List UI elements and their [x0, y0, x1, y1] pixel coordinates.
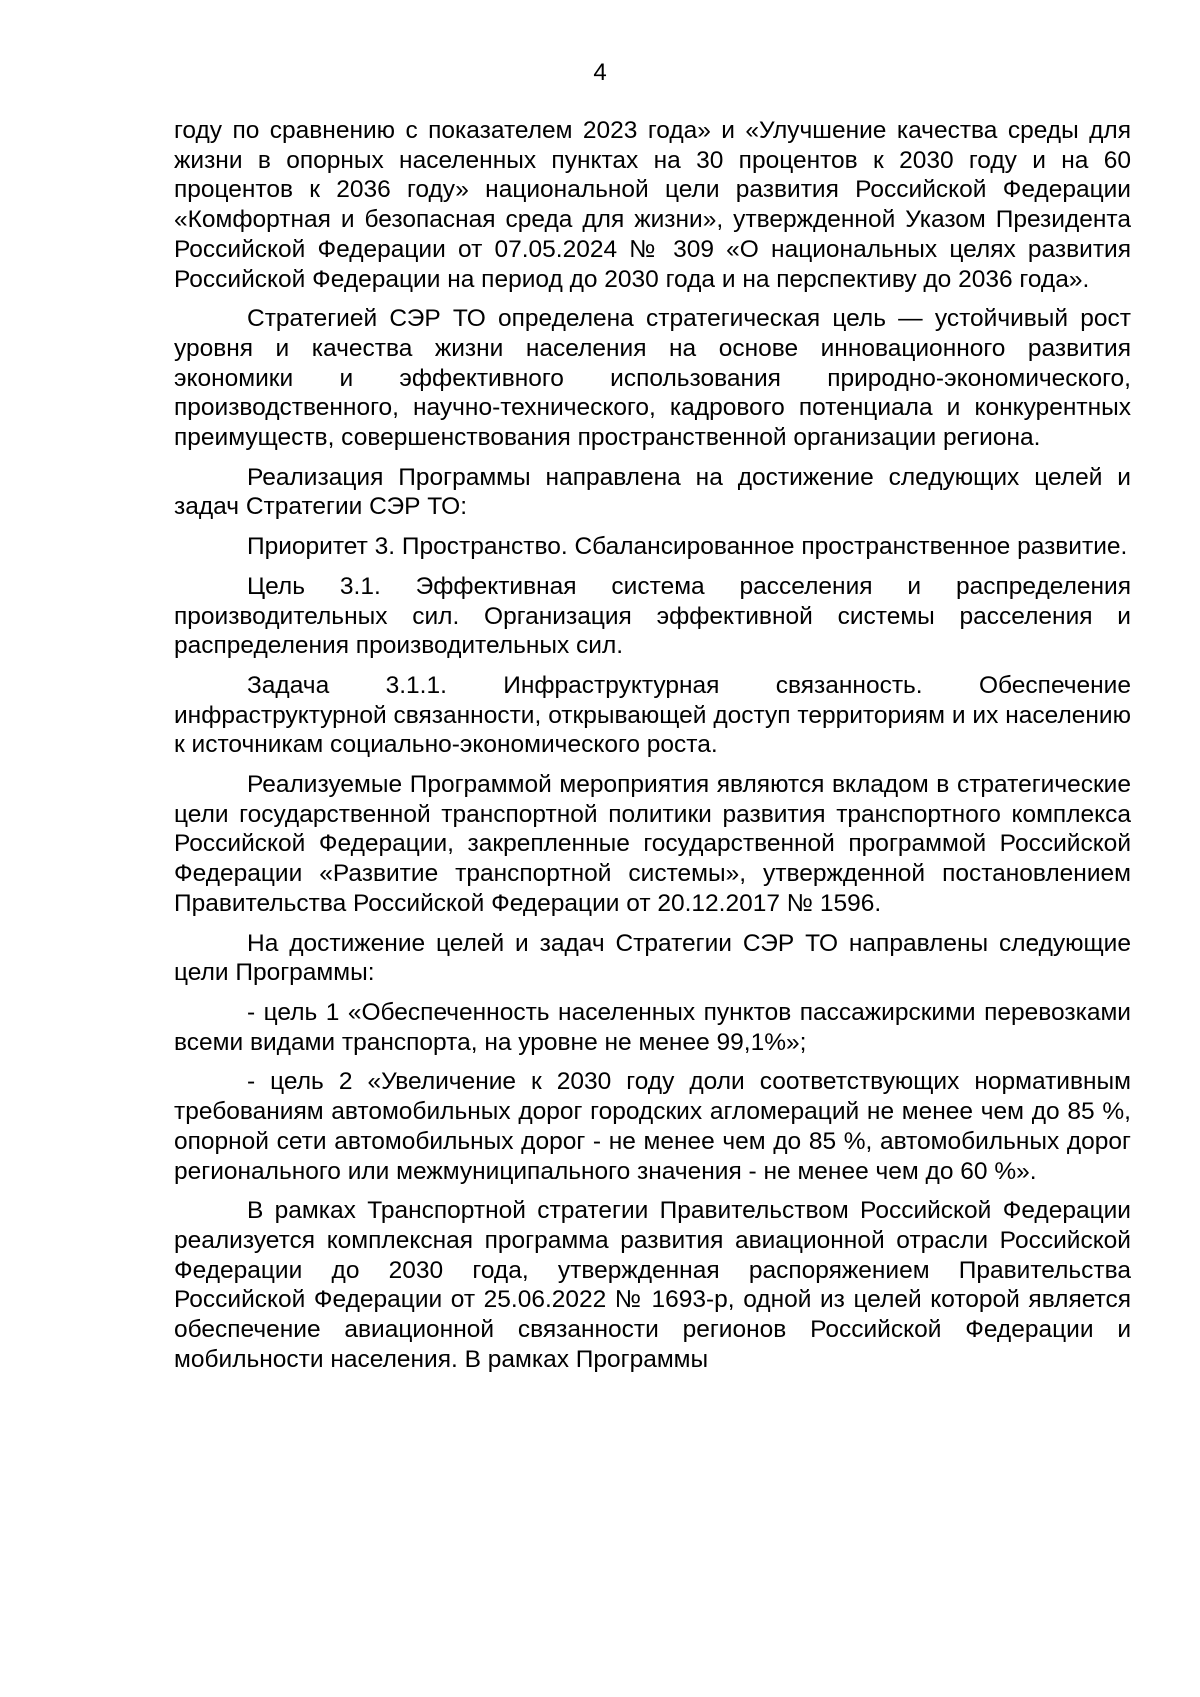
- paragraph-goal-1: - цель 1 «Обеспеченность населенных пунктов пассажирскими перевозками всеми видами транспорта, на уровне не менее 99,1%»;: [174, 998, 1131, 1056]
- paragraph-priority-3: Приоритет 3. Пространство. Сбалансированное пространственное развитие.: [247, 533, 1128, 561]
- paragraph-strategic-goal: Стратегией СЭР ТО определена стратегическая цель — устойчивый рост уровня и качества жизни населения на основе инновационного развития экономики и эффективного использования природно-экономического, производственного, научно-технического, кадрового потенциала и конкурентных преимуществ, совершенствования пространственной организации региона.: [174, 305, 1131, 452]
- paragraph-transport-strategy: В рамках Транспортной стратегии Правительством Российской Федерации реализуется комплексная программа развития авиационной отрасли Российской Федерации до 2030 года, утвержденная распоряжением Правительства Российской Федерации от 25.06.2022 № 1693-р, одной из целей которой является обеспечение авиационной связанности регионов Российской Федерации и мобильности населения. В рамках Программы: [174, 1197, 1131, 1373]
- paragraph-goal-2: - цель 2 «Увеличение к 2030 году доли соответствующих нормативным требованиям автомобильных дорог городских агломераций не менее чем до 85 %, опорной сети автомобильных дорог - не менее чем до 85 %, автомобильных дорог регионального или межмуниципального значения - не менее чем до 60 %».: [174, 1068, 1131, 1185]
- page-number: 4: [593, 59, 607, 86]
- document-body: [174, 116, 1131, 1384]
- paragraph-continuation: году по сравнению с показателем 2023 года» и «Улучшение качества среды для жизни в опорных населенных пунктах на 30 процентов к 2030 году и на 60 процентов к 2036 году» национальной цели развития Российской Федерации «Комфортная и безопасная среда для жизни», утвержденной Указом Президента Российской Федерации от 07.05.2024 № 309 «О национальных целях развития Российской Федерации на период до 2030 года и на перспективу до 2036 года».: [174, 117, 1131, 293]
- paragraph-task-3-1-1: Задача 3.1.1. Инфраструктурная связанность. Обеспечение инфраструктурной связанности, открывающей доступ территориям и их населению к источникам социально-экономического роста.: [174, 671, 1131, 759]
- paragraph-program-measures: Реализуемые Программой мероприятия являются вкладом в стратегические цели государственной транспортной политики развития транспортного комплекса Российской Федерации, закрепленные государственной программой Российской Федерации «Развитие транспортной системы», утвержденной постановлением Правительства Российской Федерации от 20.12.2017 № 1596.: [174, 771, 1131, 917]
- paragraph-program-goals-intro: На достижение целей и задач Стратегии СЭР ТО направлены следующие цели Программы:: [174, 929, 1131, 987]
- paragraph-goal-3-1: Цель 3.1. Эффективная система расселения и распределения производительных сил. Организация эффективной системы расселения и распределения производительных сил.: [174, 572, 1131, 660]
- paragraph-program-implementation: Реализация Программы направлена на достижение следующих целей и задач Стратегии СЭР ТО:: [174, 463, 1131, 521]
